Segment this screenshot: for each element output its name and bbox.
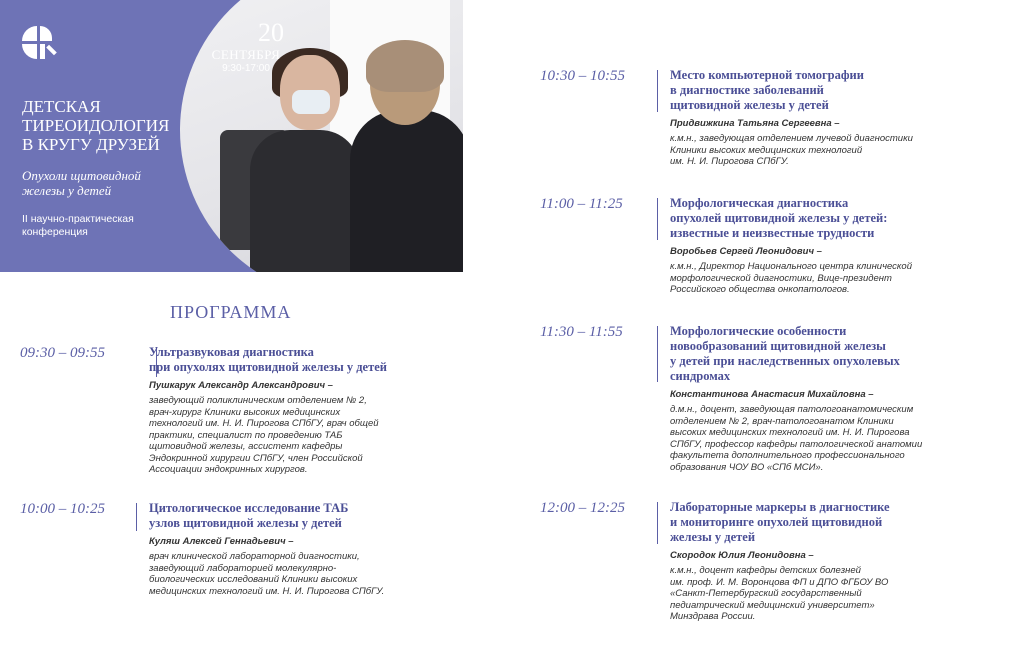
- slot-bio: д.м.н., доцент, заведующая патологоанатомическим отделением № 2, врач-патологоанатом Клиники высоких медицинских технологий им. Н. И. Пирогова СПбГУ, профессор кафедры патологической анатомии факультета дополнительного профессионального образования ЧОУ ВО «СПб МСИ».: [670, 404, 923, 473]
- slot-bio: к.м.н., доцент кафедры детских болезней им. проф. И. М. Воронцова ФП и ДПО ФГБОУ ВО «Санкт-Петербургский государственный педиатрический медицинский университет» Минздрава России.: [670, 565, 889, 622]
- slot-bio: врач клинической лабораторной диагностики, заведующий лабораторией молекулярно- биологических исследований Клиники высоких медицинских технологий им. Н. И. Пирогова СПбГУ.: [149, 551, 385, 597]
- slot-bio: заведующий поликлиническим отделением № 2, врач-хирург Клиники высоких медицинских технологий им. Н. И. Пирогова СПбГУ, врач общей практики, специалист по проведению ТАБ щитовидной железы, ассистент кафедры Эндокринной хирургии СПбГУ, член Российской Ассоциации эндокринных хирургов.: [149, 395, 379, 475]
- slot-speaker: Пушкарук Александр Александрович –: [149, 380, 333, 391]
- slot-time: 12:00 – 12:25: [540, 500, 625, 516]
- slot-bio: к.м.н., заведующая отделением лучевой диагностики Клиники высоких медицинских технологий им. Н. И. Пирогова СПбГУ.: [670, 133, 913, 167]
- slot-speaker: Придвижкина Татьяна Сергеевна –: [670, 118, 840, 129]
- slot-divider: [136, 503, 137, 531]
- slot-topic: Морфологические особенности новообразований щитовидной железы у детей при наследственных опухолевых синдромах: [670, 324, 900, 383]
- slot-topic: Морфологическая диагностика опухолей щитовидной железы у детей: известные и неизвестные трудности: [670, 196, 888, 240]
- slot-divider: [657, 198, 658, 240]
- slot-time: 10:30 – 10:55: [540, 68, 625, 84]
- date-day: 20: [258, 18, 284, 47]
- slot-divider: [657, 70, 658, 112]
- slot-speaker: Константинова Анастасия Михайловна –: [670, 389, 874, 400]
- slot-divider: [657, 326, 658, 382]
- slot-speaker: Куляш Алексей Геннадьевич –: [149, 536, 294, 547]
- slot-topic: Место компьютерной томографии в диагностике заболеваний щитовидной железы у детей: [670, 68, 864, 112]
- date-time: 9:30-17:00: [222, 63, 270, 74]
- slot-topic: Ультразвуковая диагностика при опухолях щитовидной железы у детей: [149, 345, 387, 374]
- date-month: СЕНТЯБРЯ: [211, 47, 281, 62]
- program-heading: ПРОГРАММА: [170, 302, 292, 322]
- conference-title: ДЕТСКАЯ ТИРЕОИДОЛОГИЯ В КРУГУ ДРУЗЕЙ: [22, 97, 170, 154]
- conference-subtitle: Опухоли щитовидной железы у детей: [22, 168, 141, 198]
- slot-topic: Лабораторные маркеры в диагностике и мониторинге опухолей щитовидной железы у детей: [670, 500, 890, 544]
- slot-speaker: Воробьев Сергей Леонидович –: [670, 246, 822, 257]
- slot-speaker: Скородок Юлия Леонидовна –: [670, 550, 814, 561]
- slot-time: 11:00 – 11:25: [540, 196, 623, 212]
- slot-time: 10:00 – 10:25: [20, 501, 105, 517]
- slot-time: 11:30 – 11:55: [540, 324, 623, 340]
- conference-banner: [0, 0, 463, 272]
- slot-bio: к.м.н., Директор Национального центра клинической морфологической диагностики, Вице-президент Российского общества онкопатологов.: [670, 261, 912, 295]
- banner-photo: [180, 0, 463, 272]
- slot-topic: Цитологическое исследование ТАБ узлов щитовидной железы у детей: [149, 501, 349, 530]
- slot-divider: [657, 502, 658, 544]
- slot-time: 09:30 – 09:55: [20, 345, 105, 361]
- logo-icon: [22, 26, 58, 62]
- conference-kind: II научно-практическая конференция: [22, 213, 134, 238]
